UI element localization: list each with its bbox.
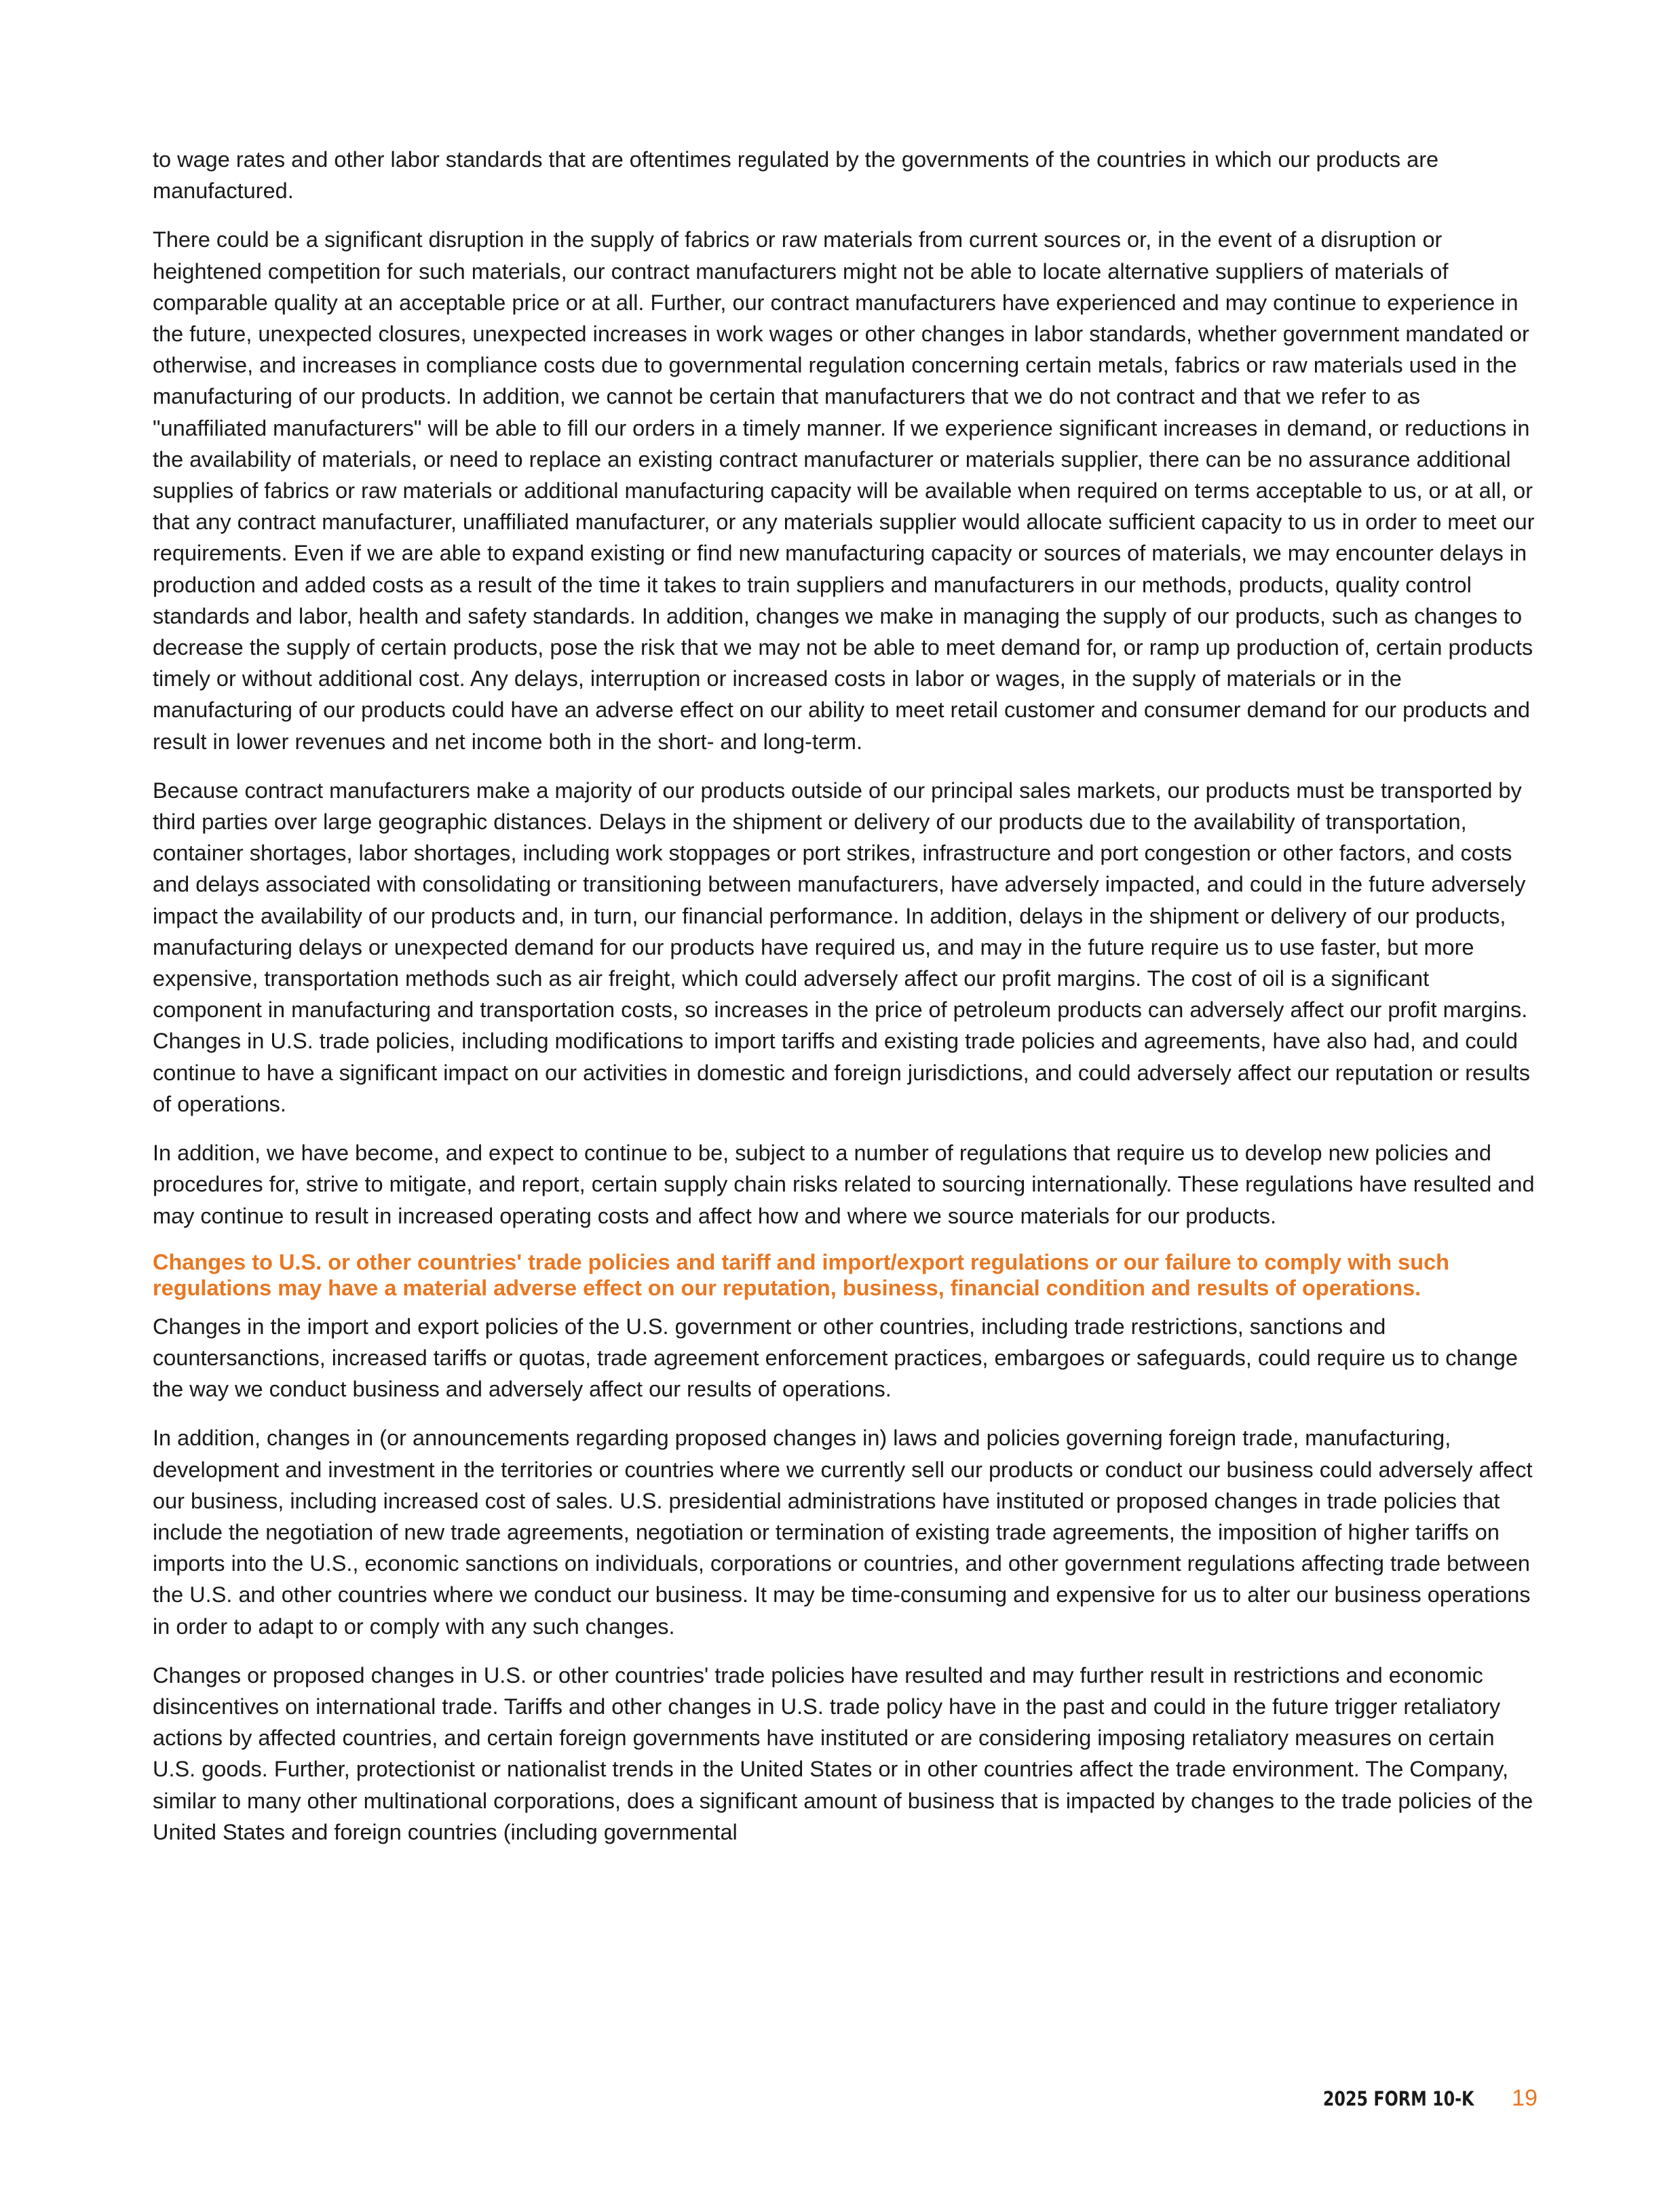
form-label: 2025 FORM 10-K [1322, 2087, 1474, 2110]
page-number: 19 [1512, 2085, 1538, 2111]
paragraph: to wage rates and other labor standards that are oftentimes regulated by the governments of the countries in which our products are manufactured. [153, 147, 1439, 204]
paragraph: There could be a significant disruption in the supply of fabrics or raw materials from current sources or, in the event of a disruption or heightened competition for such materials, our contract manufacturers might not be able to locate alternative suppliers of materials of comparable quality at an acceptable price or at all. Further, our contract manufacturers have experienced and may continue to experience in the future, unexpected closures, unexpected increases in work wages or other changes in labor standards, whether government mandated or otherwise, and increases in compliance costs due to governmental regulation concerning certain metals, fabrics or raw materials used in the manufacturing of our products. In addition, we cannot be certain that manufacturers that we do not contract and that we refer to as "unaffiliated manufacturers" will be able to fill our orders in a timely manner. If we experience significant increases in demand, or reductions in the availability of materials, or need to replace an existing contract manufacturer or materials supplier, there can be no assurance additional supplies of fabrics or raw materials or additional manufacturing capacity will be available when required on terms acceptable to us, or at all, or that any contract manufacturer, unaffiliated manufacturer, or any materials supplier would allocate sufficient capacity to us in order to meet our requirements. Even if we are able to expand existing or find new manufacturing capacity or sources of materials, we may encounter delays in production and added costs as a result of the time it takes to train suppliers and manufacturers in our methods, products, quality control standards and labor, health and safety standards. In addition, changes we make in managing the supply of our products, such as changes to decrease the supply of certain products, pose the risk that we may not be able to meet demand for, or ramp up production of, certain products timely or without additional cost. Any delays, interruption or increased costs in labor or wages, in the supply of materials or in the manufacturing of our products could have an adverse effect on our ability to meet retail customer and consumer demand for our products and result in lower revenues and net income both in the short- and long-term. [153, 227, 1535, 754]
paragraph: In addition, we have become, and expect to continue to be, subject to a number of regulations that require us to develop new policies and procedures for, strive to mitigate, and report, certain supply chain risks related to sourcing internationally. These regulations have resulted and may continue to result in increased operating costs and affect how and where we source materials for our products. [153, 1141, 1535, 1228]
page-footer [1290, 2085, 1538, 2112]
document-body [153, 144, 1537, 1865]
paragraph: Because contract manufacturers make a majority of our products outside of our principal sales markets, our products must be transported by third parties over large geographic distances. Delays in the shipment or delivery of our products due to the availability of transportation, container shortages, labor shortages, including work stoppages or port strikes, infrastructure and port congestion or other factors, and costs and delays associated with consolidating or transitioning between manufacturers, have adversely impacted, and could in the future adversely impact the availability of our products and, in turn, our financial performance. In addition, delays in the shipment or delivery of our products, manufacturing delays or unexpected demand for our products have required us, and may in the future require us to use faster, but more expensive, transportation methods such as air freight, which could adversely affect our profit margins. The cost of oil is a significant component in manufacturing and transportation costs, so increases in the price of petroleum products can adversely affect our profit margins. Changes in U.S. trade policies, including modifications to import tariffs and existing trade policies and agreements, have also had, and could continue to have a significant impact on our activities in domestic and foreign jurisdictions, and could adversely affect our reputation or results of operations. [153, 778, 1530, 1116]
paragraph: Changes or proposed changes in U.S. or other countries' trade policies have resulted and may further result in restrictions and economic disincentives on international trade. Tariffs and other changes in U.S. trade policy have in the past and could in the future trigger retaliatory actions by affected countries, and certain foreign governments have instituted or are considering imposing retaliatory measures on certain U.S. goods. Further, protectionist or nationalist trends in the United States or in other countries affect the trade environment. The Company, similar to many other multinational corporations, does a significant amount of business that is impacted by changes to the trade policies of the United States and foreign countries (including governmental [153, 1662, 1533, 1844]
paragraph: In addition, changes in (or announcements regarding proposed changes in) laws and policies governing foreign trade, manufacturing, development and investment in the territories or countries where we currently sell our products or conduct our business could adversely affect our business, including increased cost of sales. U.S. presidential administrations have instituted or proposed changes in trade policies that include the negotiation of new trade agreements, negotiation or termination of existing trade agreements, the imposition of higher tariffs on imports into the U.S., economic sanctions on individuals, corporations or countries, and other government regulations affecting trade between the U.S. and other countries where we conduct our business. It may be time-consuming and expensive for us to alter our business operations in order to adapt to or comply with any such changes. [153, 1426, 1533, 1639]
paragraph: Changes in the import and export policies of the U.S. government or other countries, including trade restrictions, sanctions and countersanctions, increased tariffs or quotas, trade agreement enforcement practices, embargoes or safeguards, could require us to change the way we conduct business and adversely affect our results of operations. [153, 1314, 1518, 1402]
section-heading: Changes to U.S. or other countries' trade policies and tariff and import/export regulations or our failure to comply with such regulations may have a material adverse effect on our reputation, business, financial condition and results of operations. [153, 1249, 1450, 1301]
